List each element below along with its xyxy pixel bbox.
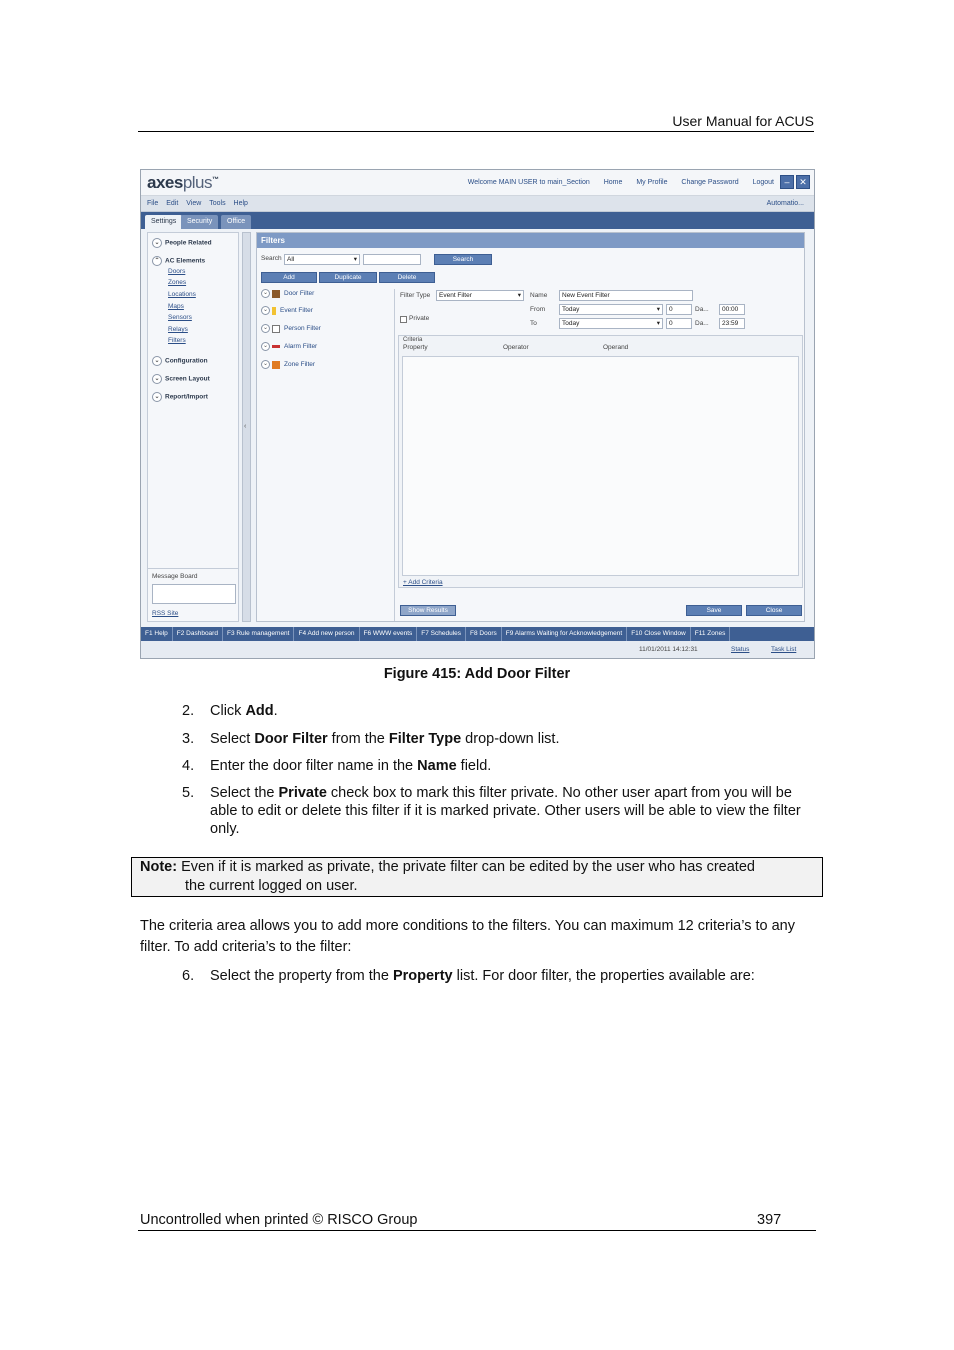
private-checkbox[interactable] bbox=[400, 316, 407, 323]
filter-tree bbox=[257, 289, 395, 621]
col-operator: Operator bbox=[503, 344, 529, 351]
step-text: Enter the door filter name in the bbox=[210, 758, 418, 774]
filter-type-label: Filter Type bbox=[400, 292, 431, 299]
chevron-left-icon[interactable]: ‹ bbox=[244, 423, 247, 430]
sidebar-item-people-related[interactable]: ⌄ People Related bbox=[152, 238, 212, 250]
fkey-schedules[interactable]: F7 Schedules bbox=[417, 627, 466, 641]
fkey-dashboard[interactable]: F2 Dashboard bbox=[173, 627, 223, 641]
fkey-www-events[interactable]: F6 WWW events bbox=[360, 627, 418, 641]
sidebar-link-doors[interactable]: Doors bbox=[168, 268, 186, 275]
bold-term: Name bbox=[417, 758, 457, 774]
chevron-down-icon: ▾ bbox=[656, 306, 660, 313]
filters-panel bbox=[256, 232, 805, 622]
search-input[interactable] bbox=[363, 254, 421, 265]
chevron-down-icon: ▾ bbox=[517, 292, 521, 299]
menu-help[interactable]: Help bbox=[233, 200, 248, 207]
page-number: 397 bbox=[757, 1212, 782, 1228]
filter-item-alarm[interactable]: ⌄ Alarm Filter bbox=[262, 343, 318, 351]
sidebar-link-sensors[interactable]: Sensors bbox=[168, 314, 192, 321]
step-3: 3. Select Door Filter from the Filter Type drop-down list. bbox=[182, 731, 560, 747]
to-time-input[interactable]: 23:59 bbox=[719, 318, 745, 329]
add-button[interactable]: Add bbox=[261, 272, 317, 283]
bold-term: Door Filter bbox=[254, 731, 328, 747]
to-days-stepper[interactable]: 0 bbox=[666, 318, 692, 329]
filter-item-event[interactable]: ⌄ Event Filter bbox=[262, 307, 313, 315]
bold-term: Filter Type bbox=[388, 731, 462, 747]
menu-view[interactable]: View bbox=[186, 200, 202, 207]
from-time-input[interactable]: 00:00 bbox=[719, 304, 745, 315]
top-links bbox=[456, 179, 774, 186]
chevron-down-icon: ⌄ bbox=[262, 290, 269, 296]
fkey-doors[interactable]: F8 Doors bbox=[466, 627, 502, 641]
search-label: Search bbox=[261, 255, 282, 262]
menu-bar bbox=[141, 196, 814, 212]
to-select[interactable]: Today ▾ bbox=[559, 318, 663, 329]
fkey-alarms-waiting[interactable]: F9 Alarms Waiting for Acknowledgement bbox=[502, 627, 627, 641]
criteria-list[interactable] bbox=[402, 356, 799, 576]
automation-menu[interactable]: Automatio... bbox=[766, 200, 804, 207]
status-datetime: 11/01/2011 14:12:31 bbox=[639, 646, 698, 653]
task-list-link[interactable]: Task List bbox=[771, 646, 797, 653]
chevron-down-icon: ⌄ bbox=[262, 307, 269, 313]
search-button[interactable]: Search bbox=[434, 254, 492, 265]
message-board-box[interactable] bbox=[152, 584, 236, 604]
logout-link[interactable]: Logout bbox=[752, 179, 774, 186]
from-label: From bbox=[530, 306, 546, 313]
name-input[interactable]: New Event Filter bbox=[559, 290, 693, 301]
fkey-rule-management[interactable]: F3 Rule management bbox=[223, 627, 295, 641]
message-board-label: Message Board bbox=[152, 573, 198, 580]
chevron-down-icon: ▾ bbox=[656, 320, 660, 327]
fkey-close-window[interactable]: F10 Close Window bbox=[627, 627, 691, 641]
show-results-button[interactable]: Show Results bbox=[400, 605, 456, 616]
note-label: Note: bbox=[140, 859, 178, 875]
panel-title: Filters bbox=[257, 233, 804, 248]
chevron-down-icon: ⌄ bbox=[152, 374, 162, 384]
col-property: Property bbox=[403, 344, 428, 351]
from-days-label: Da... bbox=[695, 306, 709, 313]
criteria-paragraph: The criteria area allows you to add more conditions to the filters. You can maximum 12 criteria’s to any filter. To add criteria’s to the filter: bbox=[140, 918, 795, 955]
chevron-down-icon: ▾ bbox=[353, 256, 357, 263]
sidebar-link-relays[interactable]: Relays bbox=[168, 326, 188, 333]
tab-strip bbox=[141, 212, 814, 229]
step-4: 4. Enter the door filter name in the Name field. bbox=[182, 758, 492, 774]
filter-type-select[interactable]: Event Filter ▾ bbox=[436, 290, 524, 301]
bold-term: Property bbox=[392, 968, 453, 984]
chevron-down-icon: ⌄ bbox=[262, 343, 269, 349]
save-button[interactable]: Save bbox=[686, 605, 742, 616]
sidebar-item-report-import[interactable]: ⌄ Report/Import bbox=[152, 392, 208, 404]
door-icon bbox=[272, 290, 280, 298]
tab-office[interactable]: Office bbox=[221, 215, 251, 229]
chevron-down-icon: ⌄ bbox=[262, 325, 269, 331]
tab-security[interactable]: Security bbox=[181, 215, 218, 229]
criteria-group bbox=[398, 335, 803, 588]
close-icon[interactable]: ✕ bbox=[796, 175, 810, 189]
step-2: 2. Click Add. bbox=[182, 703, 278, 719]
step-text: field. bbox=[456, 758, 492, 774]
app-screenshot bbox=[140, 169, 815, 659]
footer-rule bbox=[138, 1230, 816, 1231]
chevron-down-icon: ⌄ bbox=[152, 392, 162, 402]
note-line-1: Even if it is marked as private, the private filter can be edited by the user who has created bbox=[177, 859, 755, 875]
fkey-help[interactable]: F1 Help bbox=[141, 627, 173, 641]
zone-icon bbox=[272, 361, 280, 369]
menu-edit[interactable]: Edit bbox=[166, 200, 179, 207]
lightning-icon bbox=[272, 307, 276, 315]
footer-copyright: Uncontrolled when printed © RISCO Group bbox=[140, 1212, 418, 1228]
menu-file[interactable]: File bbox=[147, 200, 159, 207]
fkey-zones[interactable]: F11 Zones bbox=[691, 627, 731, 641]
note-line-2: the current logged on user. bbox=[185, 878, 358, 894]
bold-term: Private bbox=[278, 785, 327, 801]
sidebar-splitter[interactable] bbox=[242, 232, 251, 622]
change-password-link[interactable]: Change Password bbox=[681, 179, 739, 186]
message-board bbox=[148, 568, 238, 622]
header-rule bbox=[138, 131, 814, 132]
step-text: list. For door filter, the properties available are: bbox=[452, 968, 755, 984]
filter-item-door[interactable]: ⌄ Door Filter bbox=[262, 290, 315, 298]
step-text: drop-down list. bbox=[461, 731, 560, 747]
status-link[interactable]: Status bbox=[731, 646, 750, 653]
bold-term: Add bbox=[245, 703, 274, 719]
close-button[interactable]: Close bbox=[746, 605, 802, 616]
figure-caption: Figure 415: Add Door Filter bbox=[383, 666, 571, 682]
step-text: Select the property from the bbox=[210, 968, 393, 984]
sidebar-item-ac-elements[interactable]: ⌃ AC Elements bbox=[152, 256, 205, 268]
sidebar-item-screen-layout[interactable]: ⌄ Screen Layout bbox=[152, 374, 210, 386]
add-criteria-link[interactable]: + Add Criteria bbox=[403, 579, 443, 586]
sidebar-link-zones[interactable]: Zones bbox=[168, 279, 187, 286]
fkey-add-new-person[interactable]: F4 Add new person bbox=[294, 627, 359, 641]
chevron-down-icon: ⌄ bbox=[262, 361, 269, 367]
tab-settings[interactable]: Settings bbox=[145, 215, 182, 229]
criteria-label: Criteria bbox=[403, 337, 423, 343]
search-scope-select[interactable]: All ▾ bbox=[284, 254, 360, 265]
name-label: Name bbox=[530, 292, 548, 299]
to-days-label: Da... bbox=[695, 320, 709, 327]
step-5: 5. Select the Private check box to mark this filter private. No other user apart from you will be able to edit or delete this filter if it is marked private. Other users will be able to view the filter only. bbox=[182, 785, 801, 837]
welcome-text: Welcome MAIN USER to main_Section bbox=[467, 179, 590, 186]
chevron-up-icon: ⌃ bbox=[152, 256, 162, 266]
function-key-bar bbox=[141, 627, 814, 641]
step-text: Select the bbox=[210, 785, 279, 801]
my-profile-link[interactable]: My Profile bbox=[636, 179, 668, 186]
from-select[interactable]: Today ▾ bbox=[559, 304, 663, 315]
menu-tools[interactable]: Tools bbox=[209, 200, 226, 207]
step-text: Click bbox=[210, 703, 246, 719]
from-days-stepper[interactable]: 0 bbox=[666, 304, 692, 315]
rss-site-link[interactable]: RSS Site bbox=[152, 610, 179, 617]
sidebar-link-filters[interactable]: Filters bbox=[168, 337, 186, 344]
step-text: . bbox=[273, 703, 278, 719]
to-label: To bbox=[530, 320, 537, 327]
minimize-icon[interactable]: – bbox=[780, 175, 794, 189]
person-icon bbox=[272, 325, 280, 333]
step-text: from the bbox=[327, 731, 389, 747]
chevron-down-icon: ⌄ bbox=[152, 356, 162, 366]
step-text: check box to mark this filter private. No other user apart from you will be able to edit or delete this filter if it is marked private. Other users will be able to view the filter only. bbox=[210, 785, 801, 837]
filter-item-zone[interactable]: ⌄ Zone Filter bbox=[262, 361, 316, 369]
app-titlebar bbox=[141, 170, 814, 196]
status-bar bbox=[141, 641, 814, 658]
col-operand: Operand bbox=[603, 344, 629, 351]
running-header: User Manual for ACUS bbox=[672, 113, 814, 129]
sidebar-link-locations[interactable]: Locations bbox=[168, 291, 196, 298]
filter-item-person[interactable]: ⌄ Person Filter bbox=[262, 325, 321, 333]
step-6: 6. Select the property from the Property list. For door filter, the properties available are: bbox=[182, 968, 755, 984]
note-box bbox=[131, 857, 823, 897]
step-text: Select bbox=[210, 731, 255, 747]
alarm-icon bbox=[272, 345, 280, 348]
sidebar bbox=[147, 232, 239, 622]
chevron-down-icon: ⌄ bbox=[152, 238, 162, 248]
sidebar-item-configuration[interactable]: ⌄ Configuration bbox=[152, 356, 208, 368]
app-logo: axesplus™ bbox=[147, 173, 219, 192]
duplicate-button[interactable]: Duplicate bbox=[319, 272, 377, 283]
delete-button[interactable]: Delete bbox=[379, 272, 435, 283]
sidebar-link-maps[interactable]: Maps bbox=[168, 303, 184, 310]
private-label: Private bbox=[409, 315, 430, 322]
home-link[interactable]: Home bbox=[603, 179, 623, 186]
